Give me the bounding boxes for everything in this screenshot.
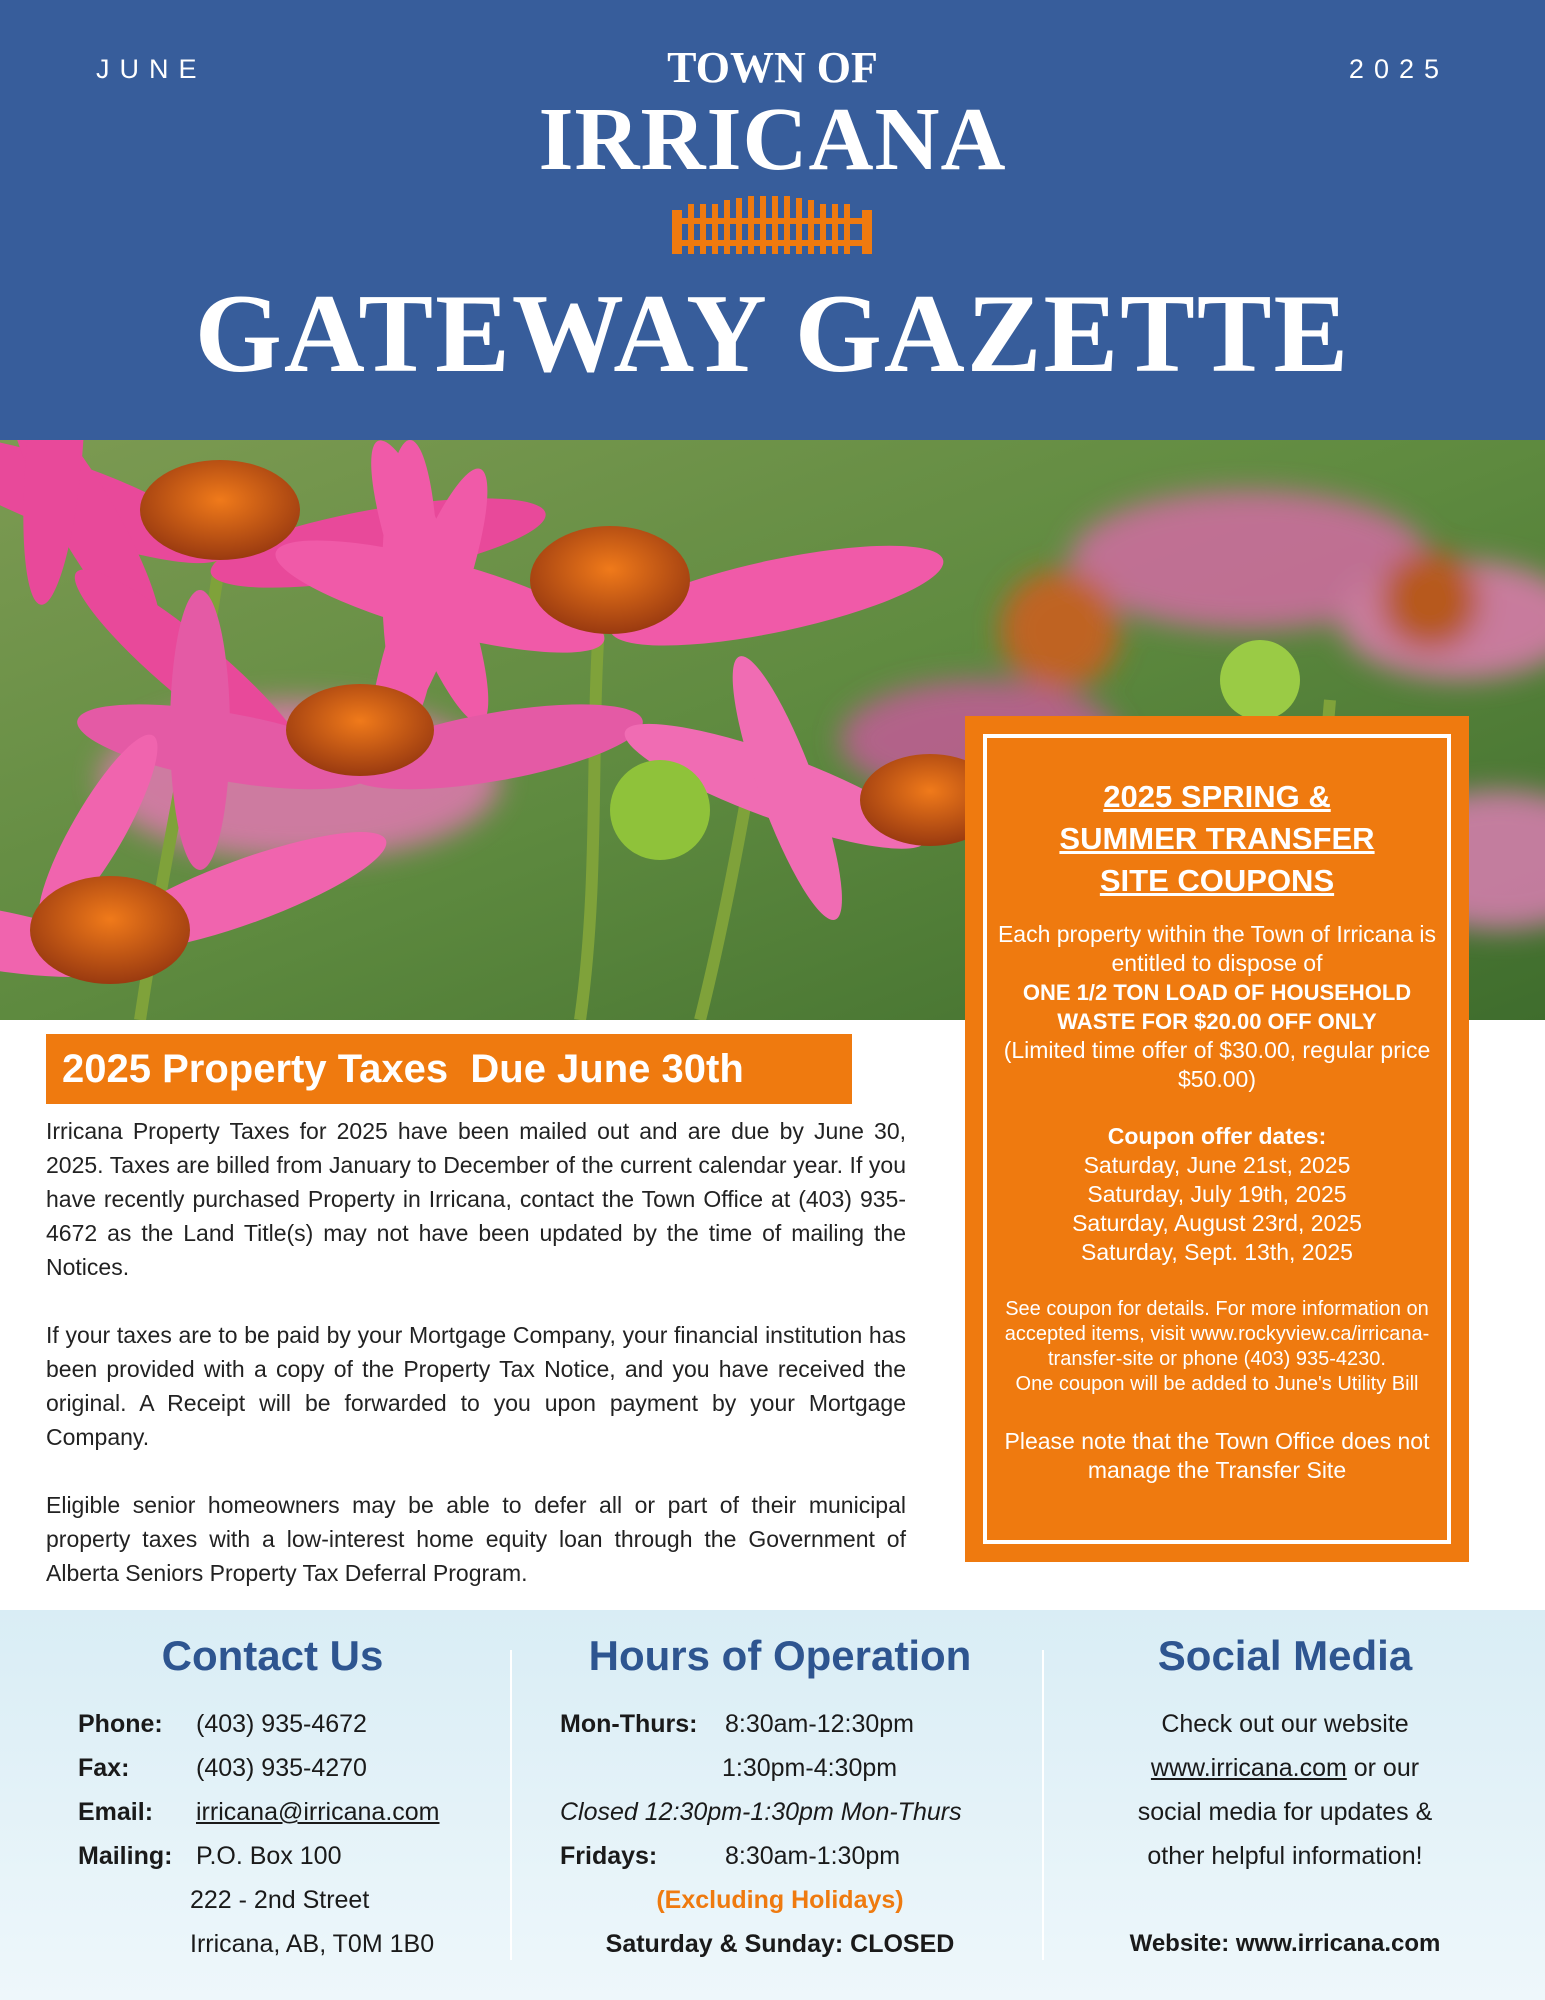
issue-year: 2025 (1348, 54, 1449, 84)
phone-number[interactable]: (403) 935-4672 (196, 1710, 367, 1738)
tax-paragraph-3: Eligible senior homeowners may be able to defer all or part of their municipal property taxes with a low-interest home equity loan through the Government of Alberta Seniors Property Tax Deferral Program. (46, 1492, 906, 1586)
mailing-line-2: 222 - 2nd Street (190, 1886, 370, 1914)
contact-us-heading: Contact Us (161, 1632, 384, 1679)
holidays-note: (Excluding Holidays) (656, 1886, 904, 1914)
fence-icon (672, 196, 872, 254)
town-name: IRRICANA (538, 90, 1007, 189)
mailing-line-1: P.O. Box 100 (196, 1842, 342, 1870)
friday-hours: 8:30am-1:30pm (725, 1842, 901, 1870)
contact-mailing-row (78, 1834, 341, 1878)
closed-lunch-note: Closed 12:30pm-1:30pm Mon-Thurs (560, 1798, 962, 1826)
newsletter-title: GATEWAY GAZETTE (194, 272, 1351, 396)
coupon-date: Saturday, July 19th, 2025 (1087, 1181, 1347, 1207)
social-line-4: other helpful information! (1147, 1842, 1423, 1870)
contact-fax-row (78, 1746, 367, 1790)
column-divider (510, 1650, 512, 1960)
footer-info-panel (0, 1610, 1545, 2000)
mon-thurs-morning: 8:30am-12:30pm (725, 1710, 915, 1738)
coupon-title-line: 2025 SPRING & (1103, 779, 1331, 814)
property-taxes-body (46, 1114, 906, 1624)
coupon-border (983, 734, 1451, 1544)
coupon-offer: ONE 1/2 TON LOAD OF HOUSEHOLD WASTE FOR $20.00 OFF ONLY (1022, 980, 1412, 1034)
tax-paragraph-1: Irricana Property Taxes for 2025 have been mailed out and are due by June 30, 2025. Taxes are billed from January to December of the current calendar year. If you have recently purchased Property in Irricana, contact the Town Office at (403) 935-4672 as the Land Title(s) may not have been updated by the time of mailing the Notices. (46, 1118, 906, 1280)
coupon-title-line: SITE COUPONS (1099, 863, 1335, 898)
town-of-label: TOWN OF (667, 43, 878, 92)
transfer-site-coupon-box (965, 716, 1469, 1562)
coupon-details (987, 1297, 1447, 1397)
coupon-title-line: SUMMER TRANSFER (1059, 821, 1375, 856)
mon-thurs-label: Mon-Thurs: (560, 1710, 698, 1738)
coupon-date: Saturday, Sept. 13th, 2025 (1081, 1239, 1353, 1265)
tax-paragraph-2: If your taxes are to be paid by your Mortgage Company, your financial institution has been provided with a copy of the Property Tax Notice, and you have received the original. A Receipt will be forwarded to you upon payment by your Mortgage Company. (46, 1322, 906, 1450)
social-line-1: Check out our website (1161, 1710, 1409, 1738)
fax-label: Fax: (78, 1754, 130, 1782)
column-divider (1042, 1650, 1044, 1960)
coupon-date: Saturday, August 23rd, 2025 (1072, 1210, 1362, 1236)
hours-friday-row (560, 1834, 900, 1878)
fridays-label: Fridays: (560, 1842, 658, 1870)
email-link[interactable]: irricana@irricana.com (196, 1798, 440, 1826)
hours-mon-thurs-row (560, 1702, 914, 1746)
hours-heading: Hours of Operation (588, 1632, 972, 1679)
weekend-closed-note: Saturday & Sunday: CLOSED (605, 1930, 955, 1958)
email-label: Email: (78, 1798, 154, 1826)
coupon-title (987, 776, 1447, 902)
website-link[interactable]: www.irricana.com (1150, 1754, 1347, 1782)
fax-number: (403) 935-4270 (196, 1754, 367, 1782)
masthead (0, 0, 1545, 440)
property-taxes-heading: 2025 Property Taxes Due June 30th (46, 1034, 852, 1104)
social-line-2 (1045, 1746, 1525, 1790)
mailing-label: Mailing: (78, 1842, 173, 1870)
contact-phone-row (78, 1702, 367, 1746)
coupon-utility-bill-note: One coupon will be added to June's Utility Bill (1015, 1373, 1419, 1395)
mon-thurs-afternoon: 1:30pm-4:30pm (722, 1754, 898, 1782)
social-media-heading: Social Media (1157, 1632, 1413, 1679)
website-line[interactable]: Website: www.irricana.com (1129, 1930, 1441, 1957)
social-line-2-suffix: or our (1346, 1754, 1420, 1782)
coupon-intro: Each property within the Town of Irricana is entitled to dispose of (997, 921, 1437, 976)
contact-email-row (78, 1790, 440, 1834)
coupon-office-note: Please note that the Town Office does not manage the Transfer Site (1004, 1428, 1430, 1483)
issue-month: JUNE (96, 54, 207, 84)
social-line-3: social media for updates & (1137, 1798, 1433, 1826)
coupon-details-text: See coupon for details. For more information on accepted items, visit www.rockyview.ca/irricana-transfer-site or phone (403) 935-4230. (1004, 1298, 1430, 1370)
mailing-line-3: Irricana, AB, T0M 1B0 (190, 1930, 435, 1958)
coupon-dates-heading: Coupon offer dates: (1107, 1123, 1327, 1149)
phone-label: Phone: (78, 1710, 163, 1738)
coupon-limited-offer: (Limited time offer of $30.00, regular price $50.00) (1003, 1037, 1431, 1092)
coupon-date: Saturday, June 21st, 2025 (1083, 1152, 1351, 1178)
